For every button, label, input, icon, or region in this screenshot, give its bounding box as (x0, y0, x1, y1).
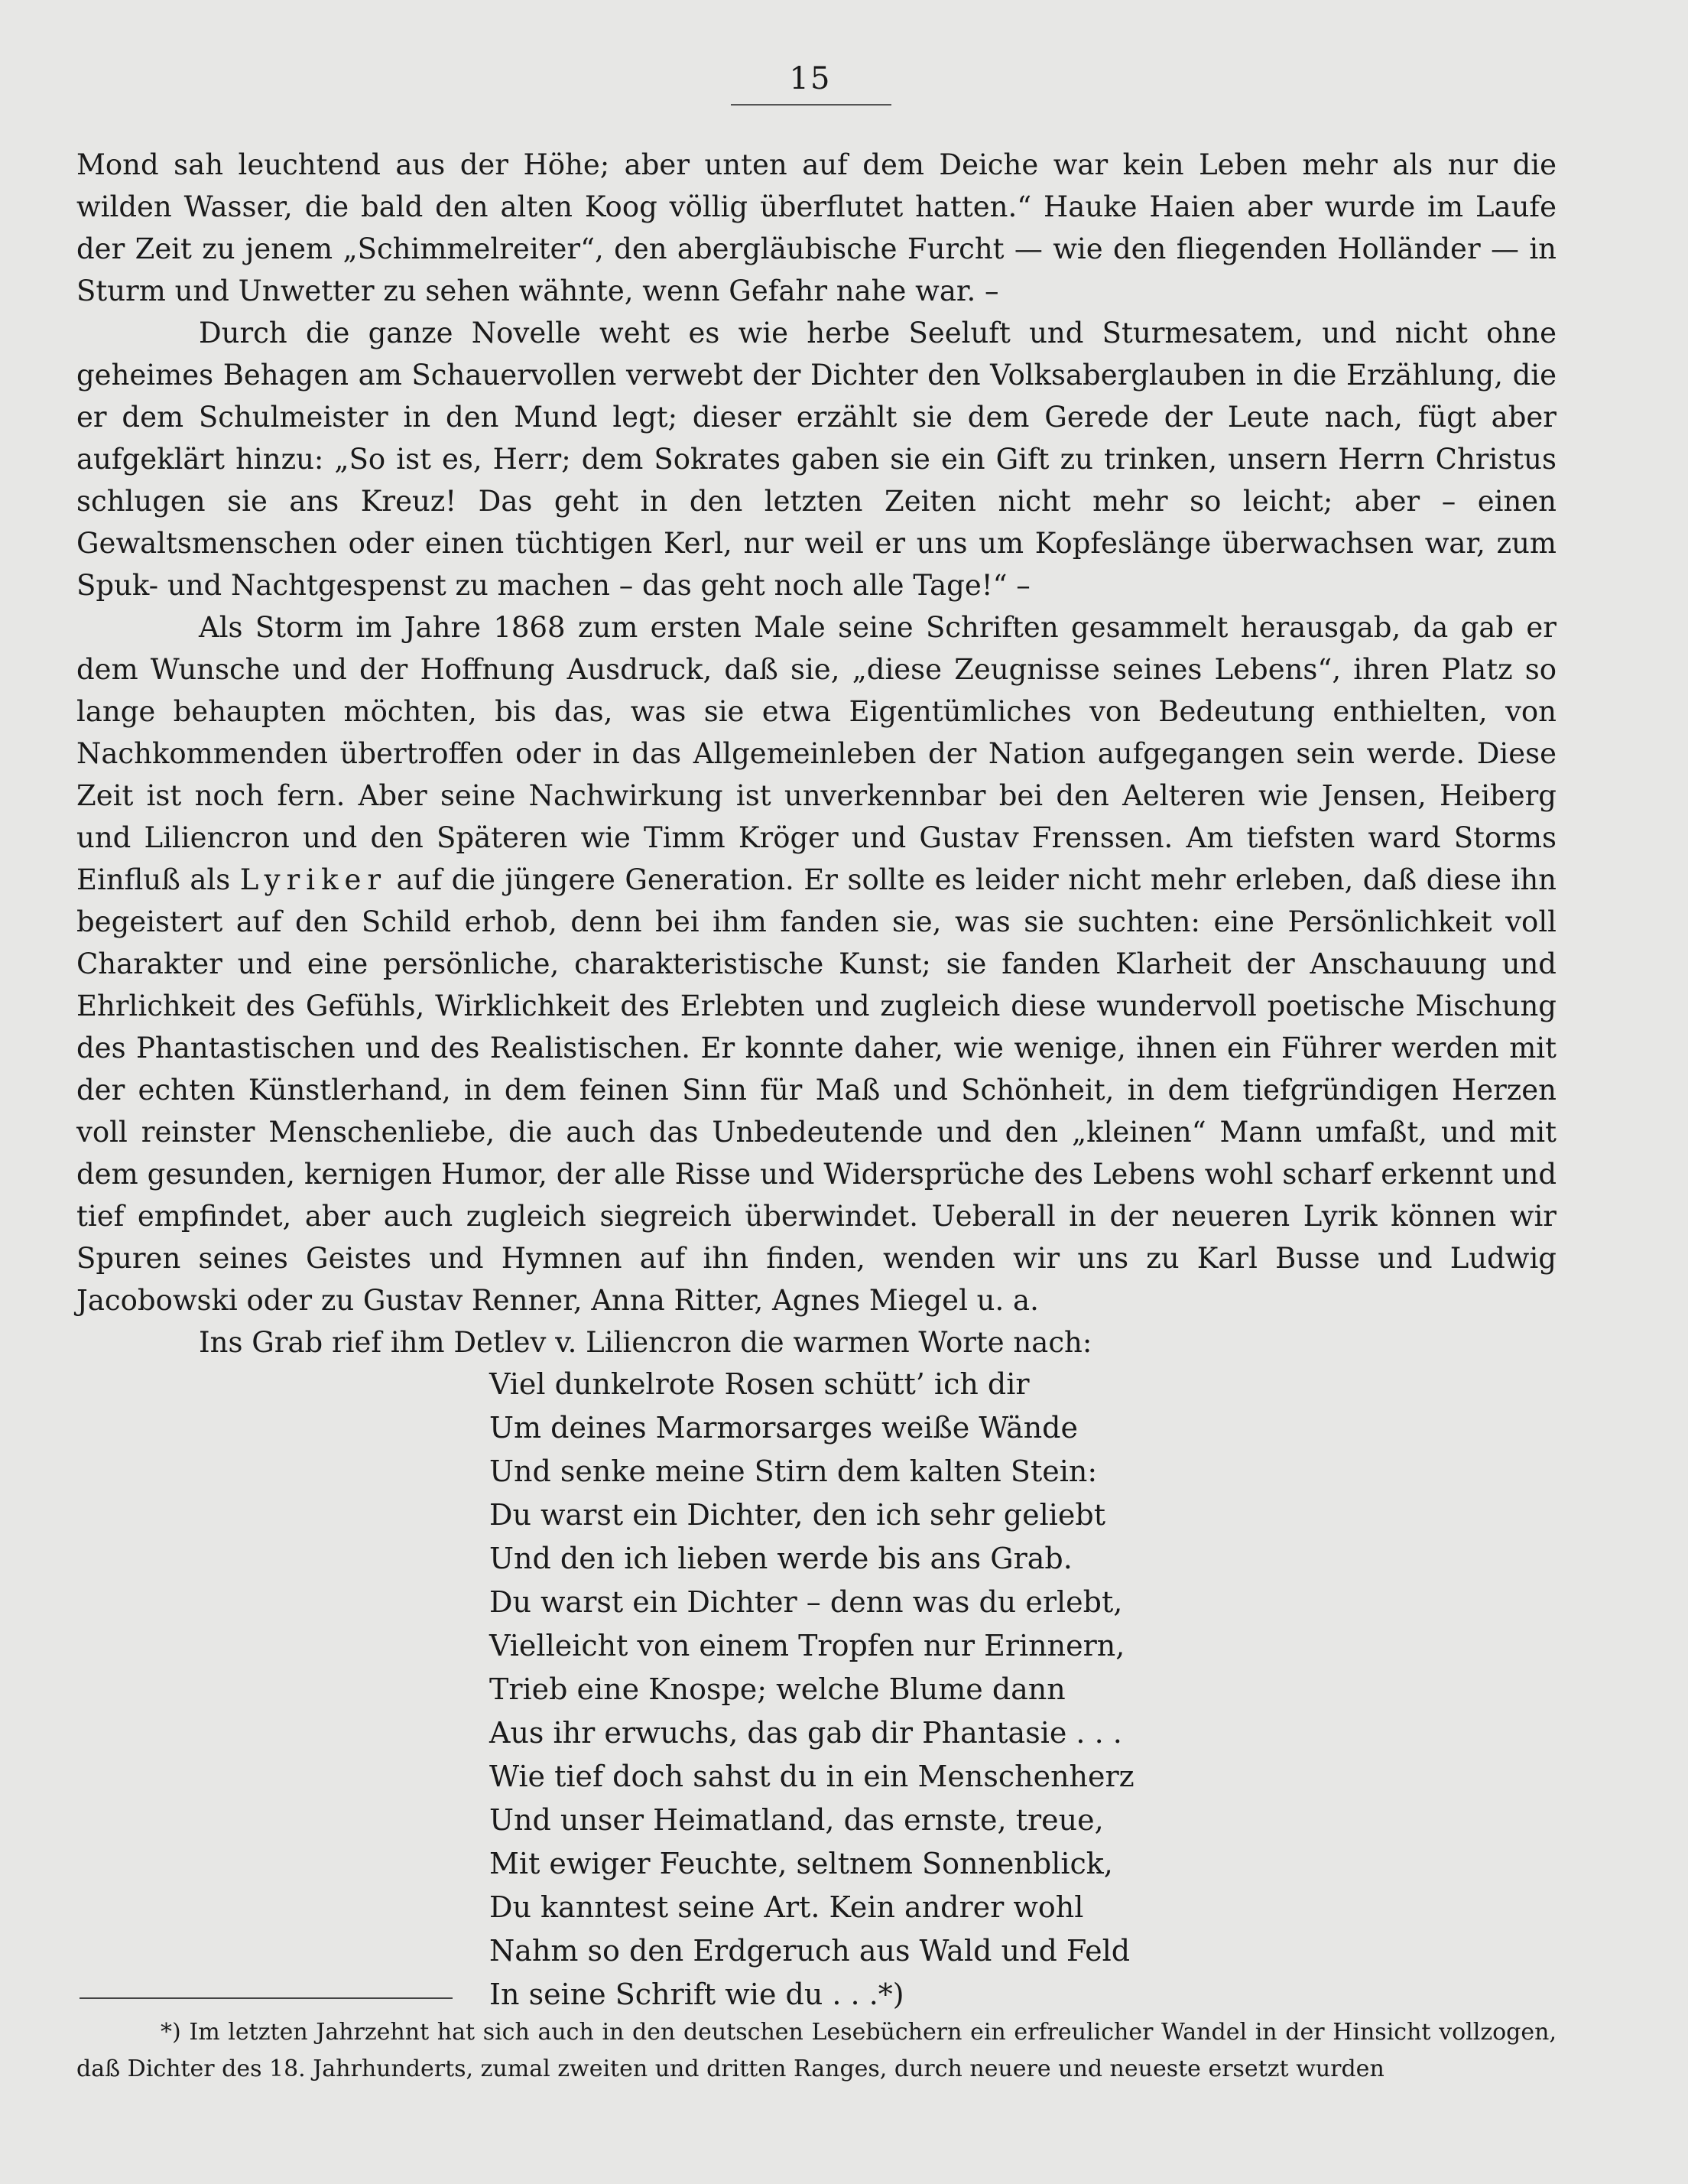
poem-line: Aus ihr erwuchs, das gab dir Phantasie . . . (489, 1716, 1122, 1750)
poem (489, 1363, 1330, 2017)
page-number-rule (731, 104, 891, 106)
paragraph-1: Mond sah leuchtend aus der Höhe; aber unten auf dem Deiche war kein Leben mehr als nur die wilden Wasser, die bald den alten Koog völlig überflutet hatten.“ Hauke Haien aber wurde im Laufe der Zeit zu jenem „Schimmelreiter“, den abergläubische Furcht — wie den fliegenden Holländer — in Sturm und Unwetter zu sehen wähnte, wenn Gefahr nahe war. – (76, 148, 1557, 307)
paragraph-3 (76, 606, 1557, 1321)
poem-line: Nahm so den Erdgeruch aus Wald und Feld (489, 1934, 1131, 1968)
poem-line: Und senke meine Stirn dem kalten Stein: (489, 1454, 1098, 1488)
poem-line: Du warst ein Dichter, den ich sehr geliebt (489, 1498, 1105, 1532)
paragraph-3-before: Als Storm im Jahre 1868 zum ersten Male seine Schriften gesammelt herausgab, da gab er dem Wunsche und der Hoffnung Ausdruck, daß sie, „diese Zeugnisse seines Lebens“, ihren Platz so lange behaupten möchten, bis das, was sie etwa Eigentümliches von Bedeutung enthielten, von Nachkommenden übertroffen oder in das Allgemeinleben der Nation aufgegangen sein werde. Diese Zeit ist noch fern. Aber seine Nachwirkung ist unverkennbar bei den Aelteren wie Jensen, Heiberg und Liliencron und den Späteren wie Timm Kröger und Gustav Frenssen. Am tiefsten ward Storms Einfluß als (76, 611, 1557, 896)
poem-line: Viel dunkelrote Rosen schütt’ ich dir (489, 1367, 1030, 1401)
page-number: 15 (789, 61, 832, 96)
poem-line: Trieb eine Knospe; welche Blume dann (489, 1672, 1066, 1706)
footnote-rule (80, 1997, 453, 1999)
poem-line: Du kanntest seine Art. Kein andrer wohl (489, 1890, 1084, 1924)
poem-line: In seine Schrift wie du . . .*) (489, 1978, 904, 2011)
poem-line: Und unser Heimatland, das ernste, treue, (489, 1803, 1104, 1837)
footnote: *) Im letzten Jahrzehnt hat sich auch in den deutschen Lesebüchern ein erfreulicher Wandel in der Hinsicht vollzogen, daß Dichter des 18. Jahrhunderts, zumal zweiten und dritten Ranges, durch neuere und neueste ersetzt wurden (76, 2019, 1557, 2082)
poem-line: Wie tief doch sahst du in ein Menschenherz (489, 1760, 1135, 1793)
spaced-word-lyriker: Lyriker (239, 863, 388, 896)
poem-line: Und den ich lieben werde bis ans Grab. (489, 1542, 1073, 1575)
poem-line: Mit ewiger Feuchte, seltnem Sonnenblick, (489, 1847, 1113, 1880)
paragraph-4: Ins Grab rief ihm Detlev v. Liliencron die warmen Worte nach: (199, 1326, 1092, 1359)
paragraph-3-after: auf die jüngere Generation. Er sollte es leider nicht mehr erleben, daß diese ihn begeistert auf den Schild erhob, denn bei ihm fanden sie, was sie suchten: eine Persönlichkeit voll Charakter und eine persönliche, charakteristische Kunst; sie fanden Klarheit der Anschauung und Ehrlichkeit des Gefühls, Wirklichkeit des Erlebten und zugleich diese wundervoll poetische Mischung des Phantastischen und des Realistischen. Er konnte daher, wie wenige, ihnen ein Führer werden mit der echten Künstlerhand, in dem feinen Sinn für Maß und Schönheit, in dem tiefgründigen Herzen voll reinster Menschenliebe, die auch das Unbedeutende und den „kleinen“ Mann umfaßt, und mit dem gesunden, kernigen Humor, der alle Risse und Widersprüche des Lebens wohl scharf erkennt und tief empfindet, aber auch zugleich siegreich überwindet. Ueberall in der neueren Lyrik können wir Spuren seines Geistes und Hymnen auf ihn finden, wenden wir uns zu Karl Busse und Ludwig Jacobowski oder zu Gustav Renner, Anna Ritter, Agnes Miegel u. a. (76, 863, 1557, 1317)
paragraph-2: Durch die ganze Novelle weht es wie herbe Seeluft und Sturmesatem, und nicht ohne geheimes Behagen am Schauervollen verwebt der Dichter den Volksaberglauben in die Erzählung, die er dem Schulmeister in den Mund legt; dieser erzählt sie dem Gerede der Leute nach, fügt aber aufgeklärt hinzu: „So ist es, Herr; dem Sokrates gaben sie ein Gift zu trinken, unsern Herrn Christus schlugen sie ans Kreuz! Das geht in den letzten Zeiten nicht mehr so leicht; aber – einen Gewaltsmenschen oder einen tüchtigen Kerl, nur weil er uns um Kopfeslänge überwachsen war, zum Spuk- und Nachtgespenst zu machen – das geht noch alle Tage!“ – (76, 317, 1557, 602)
body-text (76, 144, 1557, 1363)
poem-line: Um deines Marmorsarges weiße Wände (489, 1411, 1078, 1445)
poem-line: Vielleicht von einem Tropfen nur Erinnern, (489, 1629, 1125, 1662)
poem-line: Du warst ein Dichter – denn was du erlebt, (489, 1585, 1123, 1619)
